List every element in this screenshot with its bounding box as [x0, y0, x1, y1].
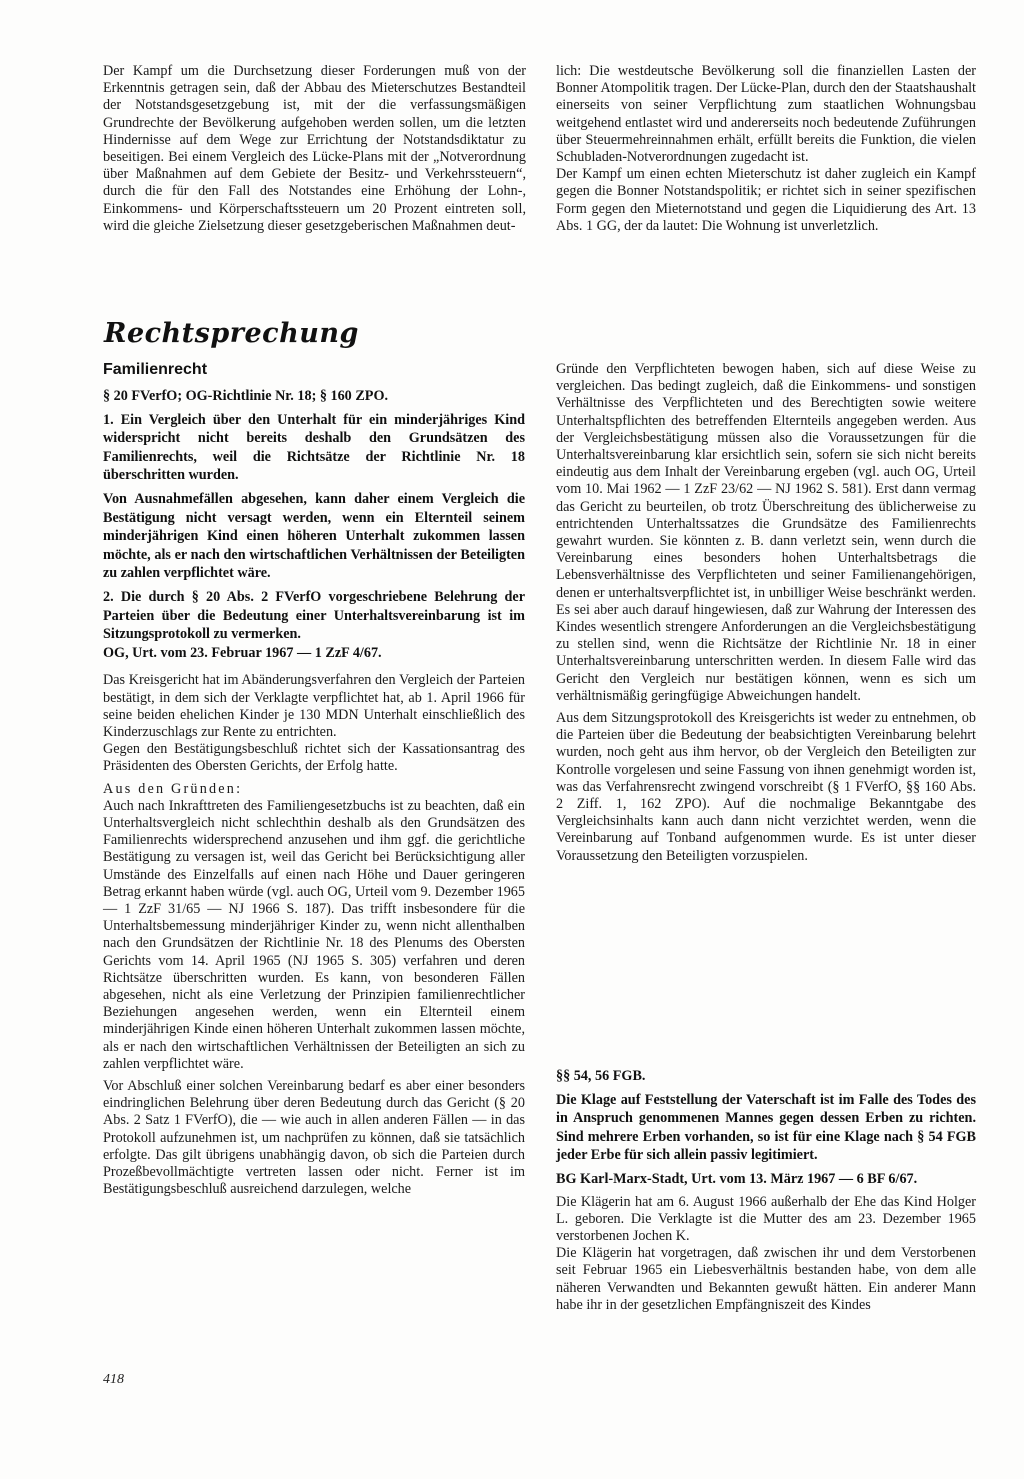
top-right-paragraph: lich: Die westdeutsche Bevölkerung soll die finanziellen Lasten der Bonner Atompolitik tragen. Der Lücke-Plan, durch den der Staatshaushalt einerseits von seiner Verpflichtung zum staatlichen Wohnungsbau weitgehend entlastet wird und andererseits noch bedeutende Zuführungen über Steuermehreinnahmen erhält, erfüllt bereits die Funktion, die vielen Schubladen-Notverordnungen zugedacht ist. — [556, 63, 976, 166]
grounds-label: Aus den Gründen: — [103, 780, 243, 797]
case1-left-column — [103, 387, 525, 1198]
case2-headnote: Die Klage auf Feststellung der Vaterschaft ist im Falle des Todes des in Anspruch genommenen Mannes gegen dessen Erben zu richten. Sind mehrere Erben vorhanden, so ist für eine Klage nach § 54 FGB jeder Erbe für sich allein passiv legitimiert. — [556, 1091, 976, 1164]
grounds-paragraph: Aus dem Sitzungsprotokoll des Kreisgerichts ist weder zu entnehmen, ob die Parteien über die Bedeutung der beabsichtigten Vereinbarung belehrt wurden, noch geht aus ihm hervor, ob der Vergleich den Beteiligten zur Kontrolle vorgelesen und seine Fassung von ihnen genehmigt worden ist, was das Verfahrensrecht zwingend vorschreibt (§ 1 FVerfO, §§ 160 Abs. 2 Ziff. 1, 162 ZPO). Auf die nochmalige Bekanntgabe des Vergleichsinhalts kann auch dann nicht verzichtet werden, wenn die Vereinbarung auf Tonband aufgenommen wurde. Es ist unter dieser Voraussetzung den Beteiligten vorzuspielen. — [556, 710, 976, 864]
case1-headnote: Von Ausnahmefällen abgesehen, kann daher einem Vergleich die Bestätigung nicht versagt werden, wenn ein Elternteil seinem minderjährigen Kind einen höheren Unterhalt zukommen lassen möchte, als er nach den wirtschaftlichen Verhältnissen der Beteiligten zu zahlen verpflichtet wäre. — [103, 490, 525, 582]
case2-facts-paragraph: Die Klägerin hat vorgetragen, daß zwischen ihr und dem Verstorbenen seit Februar 1965 ein Liebesverhältnis bestanden habe, von dem alle näheren Verwandten und Bekannten gewußt hätten. Ein anderer Mann habe ihr in der gesetzlichen Empfängniszeit des Kindes — [556, 1245, 976, 1313]
case1-headnote: 2. Die durch § 20 Abs. 2 FVerfO vorgeschriebene Belehrung der Parteien über die Bedeutung einer Unterhaltsvereinbarung ist im Sitzungsprotokoll zu vermerken. — [103, 588, 525, 643]
page-number: 418 — [103, 1372, 124, 1387]
case1-citation: § 20 FVerfO; OG-Richtlinie Nr. 18; § 160 ZPO. — [103, 388, 389, 404]
case1-right-column — [556, 361, 976, 865]
case2-column — [556, 1067, 976, 1314]
case2-citation: §§ 54, 56 FGB. — [556, 1068, 646, 1084]
case1-headnote: 1. Ein Vergleich über den Unterhalt für ein minderjähriges Kind widerspricht nicht bereits deshalb den Grundsätzen des Familienrechts, weil die Richtsätze der Richtlinie Nr. 18 überschritten wurden. — [103, 411, 525, 484]
top-left-column — [103, 63, 526, 235]
section-title: Rechtsprechung — [104, 318, 359, 349]
case1-court-reference: OG, Urt. vom 23. Februar 1967 — 1 ZzF 4/67. — [103, 644, 382, 661]
grounds-paragraph: Gründe den Verpflichteten bewogen haben, sich auf diese Weise zu vergleichen. Das bedingt zugleich, daß die Einkommens- und sonstigen Verhältnisse des Verpflichteten und des Berechtigten sowie weitere Unterhaltspflichten des betreffenden Elternteils angegeben werden. Aus der Vergleichsbestätigung müssen also die Voraussetzungen für die Unterhaltsvereinbarung klar ersichtlich sein, sofern sie sich nicht bereits eindeutig aus dem Inhalt der Vereinbarung ergeben (vgl. auch OG, Urteil vom 10. Mai 1962 — 1 ZzF 23/62 — NJ 1962 S. 581). Erst dann vermag das Gericht zu beurteilen, ob trotz Überschreitung des üblicherweise zu entrichtenden Unterhaltssatzes die Grundsätze des Familienrechts gewahrt wurden. Sie könnten z. B. dann verletzt sein, wenn durch die Vereinbarung eines besonders hohen Unterhaltsbetrags die Lebensverhältnisse des Verpflichteten und seiner Familienangehörigen, denen er unterhaltsverpflichtet ist, in unbilliger Weise beschränkt werden. Es sei aber auch darauf hingewiesen, daß zur Wahrung der Interessen des Kindes wesentlich strengere Anforderungen an die Vergleichsbestätigung zu stellen sind, wenn die Richtsätze der Richtlinie Nr. 18 in einer Unterhaltsvereinbarung unterschritten werden. In diesem Falle wird das Gericht den Vergleich nur bestätigen können, wenn es sich um verhältnismäßig geringfügige Abweichungen handelt. — [556, 361, 976, 704]
case2-facts-paragraph: Die Klägerin hat am 6. August 1966 außerhalb der Ehe das Kind Holger L. geboren. Die Verklagte ist die Mutter des am 23. Dezember 1965 verstorbenen Jochen K. — [556, 1193, 976, 1244]
grounds-paragraph: Auch nach Inkrafttreten des Familiengesetzbuchs ist zu beachten, daß ein Unterhaltsvergleich nicht schlechthin deshalb als den Grundsätzen des Familienrechts widersprechend anzusehen und ihm ggf. die gerichtliche Bestätigung zu versagen ist, weil das Gericht bei Berücksichtigung aller Umstände des Einzelfalls auf einen nach Höhe und Dauer geringeren Betrag erkannt haben würde (vgl. auch OG, Urteil vom 9. Dezember 1965 — 1 ZzF 31/65 — NJ 1966 S. 187). Das trifft insbesondere für die Unterhaltsbemessung minderjähriger Kinder zu, wenn nicht allenthalben nach den Grundsätzen der Richtlinie Nr. 18 des Plenums des Obersten Gerichts vom 14. April 1965 (NJ 1965 S. 305) verfahren und deren Richtsätze überschritten wurden. Es kann, von besonderen Fällen abgesehen, nicht als eine Verletzung der Prinzipien familienrechtlicher Beziehungen angesehen werden, wenn ein Elternteil einem minderjährigen Kinde einen höheren Unterhalt zukommen lassen möchte, als er nach den wirtschaftlichen Verhältnissen der Beteiligten an sich zu zahlen verpflichtet wäre. — [103, 797, 525, 1072]
case1-facts-paragraph: Gegen den Bestätigungsbeschluß richtet sich der Kassationsantrag des Präsidenten des Obersten Gerichts, der Erfolg hatte. — [103, 741, 525, 775]
top-right-column — [556, 63, 976, 235]
case2-court-reference: BG Karl-Marx-Stadt, Urt. vom 13. März 1967 — 6 BF 6/67. — [556, 1170, 918, 1187]
grounds-paragraph: Vor Abschluß einer solchen Vereinbarung bedarf es aber einer besonders eindringlichen Belehrung über deren Bedeutung durch das Gericht (§ 20 Abs. 2 Satz 1 FVerfO), die — wie auch in allen anderen Fällen — in das Protokoll aufzunehmen ist, um nachprüfen zu können, daß sie tatsächlich erfolgte. Das gilt übrigens unabhängig davon, ob sich die Parteien durch Prozeßbevollmächtigte vertreten lassen oder nicht. Ferner ist im Bestätigungsbeschluß ausreichend darzulegen, welche — [103, 1077, 525, 1198]
case1-facts-paragraph: Das Kreisgericht hat im Abänderungsverfahren den Vergleich der Parteien bestätigt, in dem sich der Verklagte verpflichtet hat, ab 1. April 1966 für seine beiden ehelichen Kinder je 130 MDN Unterhalt einschließlich des Kinderzuschlags zur Rente zu entrichten. — [103, 672, 525, 740]
subsection-title: Familienrecht — [103, 361, 208, 378]
top-left-paragraph: Der Kampf um die Durchsetzung dieser Forderungen muß von der Erkenntnis getragen sein, daß der Abbau des Mieterschutzes Bestandteil der Notstandsgesetzgebung ist, mit der die verfassungsmäßigen Grundrechte der Bevölkerung aufgehoben werden sollen, um die letzten Hindernisse auf dem Wege zur Errichtung der Notstandsdiktatur zu beseitigen. Bei einem Vergleich des Lücke-Plans mit der „Notverordnung über Maßnahmen auf dem Gebiete der Besitz- und Verkehrssteuern“, durch die für den Fall des Notstandes eine Erhöhung der Lohn-, Einkommens- und Körperschaftssteuern um 20 Prozent eintreten soll, wird die gleiche Zielsetzung dieser gesetzgeberischen Maßnahmen deut- — [103, 63, 526, 234]
top-right-paragraph: Der Kampf um einen echten Mieterschutz ist daher zugleich ein Kampf gegen die Bonner Notstandspolitik; er richtet sich in seiner spezifischen Form gegen den Mieternotstand und gegen die Liquidierung des Art. 13 Abs. 1 GG, der da lautet: Die Wohnung ist unverletzlich. — [556, 166, 976, 234]
